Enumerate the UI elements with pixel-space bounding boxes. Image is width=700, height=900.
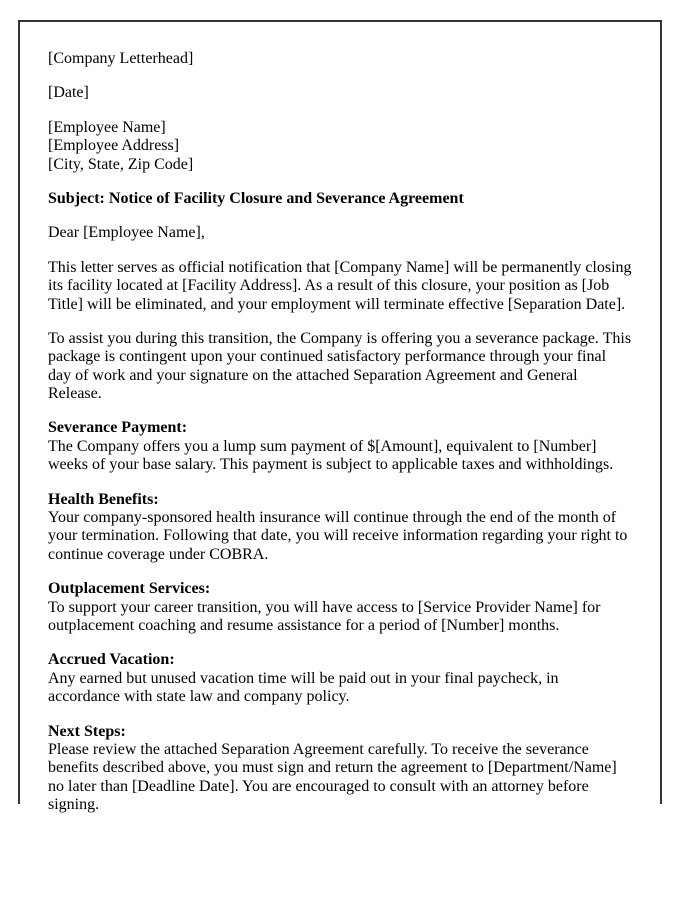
intro-paragraph-1: This letter serves as official notification that [Company Name] will be permanently closing its facility located at [Facility Address]. As a result of this closure, your position as [Job Title] will be eliminated, and your employment will terminate effective [Separation Date]. bbox=[48, 258, 632, 313]
recipient-name: [Employee Name] bbox=[48, 118, 166, 136]
recipient-address: [Employee Address] bbox=[48, 137, 180, 155]
section-body-next-steps: Please review the attached Separation Agreement carefully. To receive the severance benefits described above, you must sign and return the agreement to [Department/Name] no later than [Deadline Date]. You are encouraged to consult with an attorney before signing. bbox=[48, 740, 617, 814]
section-next-steps bbox=[48, 723, 632, 815]
section-health-benefits bbox=[48, 491, 632, 565]
section-outplacement-services bbox=[48, 580, 632, 635]
section-heading-health-benefits: Health Benefits: bbox=[48, 490, 159, 508]
section-body-accrued-vacation: Any earned but unused vacation time will be paid out in your final paycheck, in accordance with state law and company policy. bbox=[48, 669, 559, 706]
company-letterhead: [Company Letterhead] bbox=[48, 50, 194, 67]
intro-paragraph-2: To assist you during this transition, the Company is offering you a severance package. This package is contingent upon your continued satisfactory performance through your final day of work and your signature on the attached Separation Agreement and General Release. bbox=[48, 329, 632, 403]
recipient-city-state-zip: [City, State, Zip Code] bbox=[48, 155, 194, 173]
section-accrued-vacation bbox=[48, 651, 632, 706]
section-body-severance-payment: The Company offers you a lump sum payment of $[Amount], equivalent to [Number] weeks of your base salary. This payment is subject to applicable taxes and withholdings. bbox=[48, 437, 614, 474]
section-severance-payment bbox=[48, 419, 632, 474]
salutation: Dear [Employee Name], bbox=[48, 224, 205, 242]
section-body-outplacement-services: To support your career transition, you will have access to [Service Provider Name] for outplacement coaching and resume assistance for a period of [Number] months. bbox=[48, 598, 601, 634]
section-heading-next-steps: Next Steps: bbox=[48, 722, 126, 740]
section-heading-accrued-vacation: Accrued Vacation: bbox=[48, 651, 175, 669]
letter-date: [Date] bbox=[48, 84, 89, 102]
section-body-health-benefits: Your company-sponsored health insurance will continue through the end of the month of your termination. Following that date, you will receive information regarding your right to continue coverage under COBRA. bbox=[48, 509, 628, 563]
section-heading-outplacement-services: Outplacement Services: bbox=[48, 580, 211, 598]
letter-body bbox=[48, 50, 632, 815]
letter-page-frame bbox=[18, 20, 662, 814]
subject-line: Subject: Notice of Facility Closure and Severance Agreement bbox=[48, 189, 464, 207]
section-heading-severance-payment: Severance Payment: bbox=[48, 419, 188, 437]
recipient-address-block bbox=[48, 119, 632, 174]
